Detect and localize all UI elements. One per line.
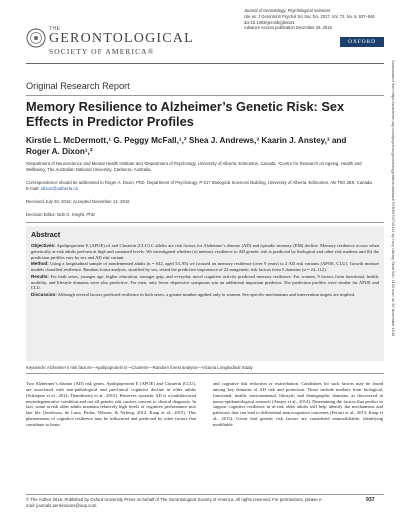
body-column-right xyxy=(213,381,383,428)
divider xyxy=(26,222,384,223)
affiliations: ¹Department of Neuroscience and Mental Health Institute and ²Department of Psychology, University of Alberta, Edmonton, Canada. ³Centre for Research on Ageing, Health and Wellbeing, The Australian National University, Canberra, Australia. xyxy=(26,161,362,172)
keywords-text: Alzheimer’s risk factors—Apolipoprotein E—Clusterin—Random forest analysis—Victoria Longitudinal Study xyxy=(46,365,253,370)
divider xyxy=(26,95,384,96)
keywords-label: Keywords: xyxy=(26,365,47,370)
abstract-body xyxy=(31,243,379,299)
article-title: Memory Resilience to Alzheimer’s Genetic Risk: Sex Effects in Predictor Profiles xyxy=(26,99,345,129)
divider xyxy=(26,373,384,374)
logo-name: GERONTOLOGICAL xyxy=(49,31,194,46)
objectives-label: Objectives: xyxy=(31,243,56,248)
gsa-logo-icon xyxy=(26,28,46,48)
objectives-text: Apolipoprotein E (APOE) ε4 and Clusterin (CLU) C alleles are risk factors for Alzheimer’s disease (AD) and episodic memory (EM) decline. Memory resilience occurs when genetically at-risk adults perform at high and sustained levels. We investigated whether (a) memory resilience to AD genetic risk is predicted by biological and other risk markers and (b) the prediction profiles vary by sex and AD risk variant. xyxy=(31,243,379,260)
publisher-logo: OXFORD xyxy=(340,37,384,47)
method-text: Using a longitudinal sample of nondemented adults (n = 642, aged 53–95) we focused on memory resilience (over 9 years) to 2 AD risk variants (APOE, CLU). Growth mixture models classified resilience. Random forest analysis, stratified by sex, tested the predictive importance of 22 nongenetic risk factors from 5 domains (n = 24–112). xyxy=(31,261,379,272)
page-number: 937 xyxy=(366,497,375,503)
logo-the: THE xyxy=(49,26,61,32)
results-label: Results: xyxy=(31,273,49,279)
method-label: Method: xyxy=(31,261,49,267)
abstract-heading: Abstract xyxy=(31,230,61,239)
logo-subtitle: SOCIETY OF AMERICA® xyxy=(49,47,155,56)
doi: doi:10.1093/geronb/gbw161 xyxy=(244,19,295,25)
advance-access: Advance Access publication December 26, 2016 xyxy=(244,25,332,31)
discussion-label: Discussion: xyxy=(31,292,57,297)
header-divider xyxy=(26,63,384,64)
correspondence-text: Correspondence should be addressed to Roger A. Dixon, PhD, Department of Psychology, P-217 Biological Sciences Building, University of Alberta, Edmonton, AB T6G 2E9, Canada. E-mail: xyxy=(26,180,373,191)
citation: cite as: J Gerontol B Psychol Sci Soc Sci, 2017, Vol. 72, No. 6, 937–946 xyxy=(244,13,375,19)
email-link[interactable]: rdixon@ualberta.ca xyxy=(40,185,78,191)
correspondence xyxy=(26,180,378,191)
download-note xyxy=(389,60,397,480)
received-dates: Received July 20, 2016; Accepted November 12, 2016 xyxy=(26,199,130,204)
authors xyxy=(26,136,376,157)
body-paragraph: Two Alzheimer’s disease (AD) risk genes, Apolipoprotein E (APOE) and Clusterin (CLU), are associated with non-pathological and preclinical cognitive decline in older adults (Schiepers et al., 2012; Thambisetty et al., 2013). However, sporadic AD is a multifactorial neurodegenerative condition and not all genetic risk carriers convert to clinical diagnosis. In fact, some at-risk older adults maintain relatively high levels of cognitive performance into late life (Josefsson, de Luna, Pudas, Nilsson, & Nyberg, 2012; Kaup et al., 2015). This phenomenon of cognitive resilience may be influenced and predicted by other factors that contribute to brain xyxy=(26,381,196,427)
results-text: For both sexes, younger age, higher education, stronger grip, and everyday novel cognitive activity predicted memory resilience. For women, 9 factors from functional, health, mobility, and lifestyle domains were also predictive. For men, only fewer depressive symptoms was an additional important predictor. The prediction profiles were similar for APOE and CLU. xyxy=(31,273,379,291)
download-note-text: Downloaded from https://academic.oup.com/psychsocgerontology/article-abstract/72/6/937/2740344 by Levy Library Sinai Sch. 1102 user on 20 November 2018 xyxy=(391,60,396,337)
discussion-text: Although several factors predicted resilience in both sexes, a greater number applied only to women. Sex-specific mechanisms and intervention targets are implied. xyxy=(56,292,356,297)
body-column-left xyxy=(26,381,196,428)
footer-divider xyxy=(26,494,384,495)
decision-editor: Decision Editor: Bob G. Knight, PhD xyxy=(26,212,95,217)
body-paragraph: and cognitive risk reduction or exacerbation. Candidates for such factors may be found among key domains of AD risk and protection. These include markers from biological, functional, health, environmental, lifestyle, and demographic domains, as discovered in neuro-epidemiological research (Anstey et al., 2014). Determining the factors that predict or support cognitive resilience in at-risk older adults will help identify the mechanisms and pathways that can lead to differential neurocognitive outcomes (Ferrari et al., 2013; Kaup et al., 2015). Given that genetic risk factors are considered nonmodifiable, identifying modifiable xyxy=(213,381,383,427)
authors-line-2: Roger A. Dixon¹,² xyxy=(26,146,93,156)
journal-title: Journal of Gerontology: Psychological Sciences xyxy=(244,8,331,13)
abstract-results xyxy=(31,274,379,291)
journal-info xyxy=(244,8,384,31)
authors-line-1: Kirstie L. McDermott,¹ G. Peggy McFall,¹,² Shea J. Andrews,³ Kaarin J. Anstey,³ and xyxy=(26,136,347,145)
article-type: Original Research Report xyxy=(26,81,130,91)
abstract-method xyxy=(31,261,379,273)
copyright: © The Author 2016. Published by Oxford University Press on behalf of The Gerontological Society of America. All rights reserved. For permissions, please e-mail: journals.permissions@oup.com. xyxy=(26,497,323,508)
abstract-discussion xyxy=(31,292,379,298)
keywords xyxy=(26,365,384,371)
abstract-objectives xyxy=(31,243,379,260)
